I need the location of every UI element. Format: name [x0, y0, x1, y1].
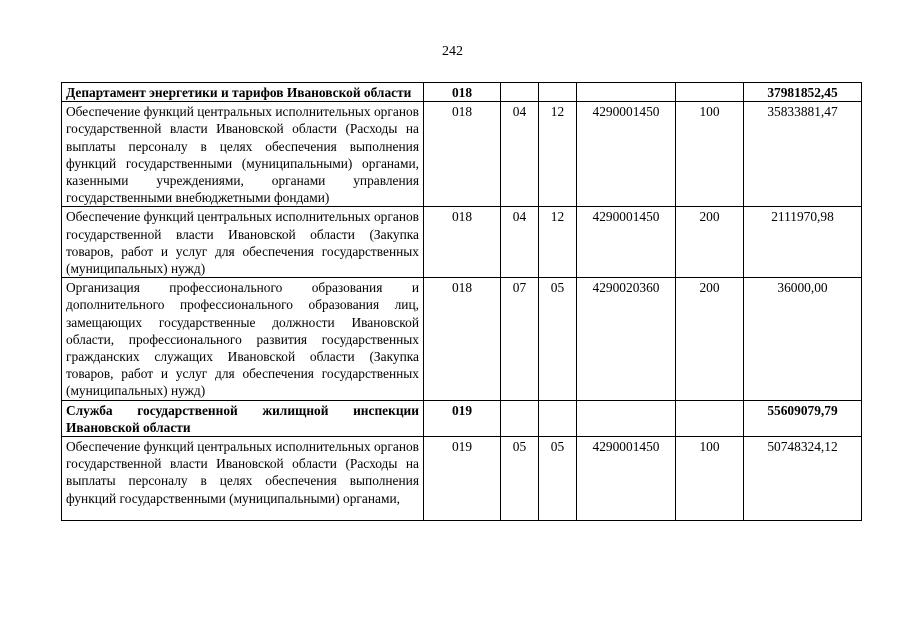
budget-table	[61, 82, 862, 521]
expense-type-code	[676, 400, 744, 436]
subsection-code	[539, 83, 577, 102]
expense-type-code: 200	[676, 278, 744, 400]
subsection-code: 12	[539, 207, 577, 278]
section-code	[501, 83, 539, 102]
target-code: 4290020360	[577, 278, 676, 400]
table-row	[62, 102, 862, 207]
admin-code: 018	[424, 83, 501, 102]
row-name: Обеспечение функций центральных исполнительных органов государственной власти Ивановской области (Закупка товаров, работ и услуг для обеспечения государственных (муниципальных) нужд)	[62, 207, 424, 278]
admin-code: 019	[424, 437, 501, 521]
expense-type-code	[676, 83, 744, 102]
page-number: 242	[442, 44, 463, 59]
section-code: 05	[501, 437, 539, 521]
admin-code: 018	[424, 207, 501, 278]
subsection-code: 12	[539, 102, 577, 207]
section-code	[501, 400, 539, 436]
expense-type-code: 100	[676, 437, 744, 521]
admin-code: 018	[424, 278, 501, 400]
subsection-code	[539, 400, 577, 436]
amount: 2111970,98	[744, 207, 862, 278]
amount: 37981852,45	[744, 83, 862, 102]
target-code: 4290001450	[577, 102, 676, 207]
table-row	[62, 207, 862, 278]
amount: 50748324,12	[744, 437, 862, 521]
table-row-dept-energy	[62, 83, 862, 102]
row-name: Департамент энергетики и тарифов Ивановской области	[62, 83, 424, 102]
target-code: 4290001450	[577, 207, 676, 278]
expense-type-code: 100	[676, 102, 744, 207]
admin-code: 019	[424, 400, 501, 436]
amount: 35833881,47	[744, 102, 862, 207]
subsection-code: 05	[539, 278, 577, 400]
target-code: 4290001450	[577, 437, 676, 521]
section-code: 07	[501, 278, 539, 400]
table-row-dept-housing-inspection	[62, 400, 862, 436]
amount: 55609079,79	[744, 400, 862, 436]
row-name-cell	[62, 437, 424, 521]
row-name: Обеспечение функций центральных исполнительных органов государственной власти Ивановской области (Расходы на выплаты персоналу в целях обеспечения выполнения функций государственными (муниципальными) органами,	[66, 439, 419, 506]
table-row	[62, 278, 862, 400]
row-name: Организация профессионального образования и дополнительного профессионального образования лиц, замещающих государственные должности Ивановской области, профессионального развития государственных гражданских служащих Ивановской области (Закупка товаров, работ и услуг для обеспечения государственных (муниципальных) нужд)	[62, 278, 424, 400]
target-code	[577, 400, 676, 436]
row-name: Служба государственной жилищной инспекции Ивановской области	[62, 400, 424, 436]
target-code	[577, 83, 676, 102]
subsection-code: 05	[539, 437, 577, 521]
expense-type-code: 200	[676, 207, 744, 278]
admin-code: 018	[424, 102, 501, 207]
section-code: 04	[501, 207, 539, 278]
table-row	[62, 437, 862, 521]
amount: 36000,00	[744, 278, 862, 400]
section-code: 04	[501, 102, 539, 207]
row-name: Обеспечение функций центральных исполнительных органов государственной власти Ивановской области (Расходы на выплаты персоналу в целях обеспечения выполнения функций государственными (муниципальными) органами, казенными учреждениями, органами управления государственными внебюджетными фондами)	[62, 102, 424, 207]
